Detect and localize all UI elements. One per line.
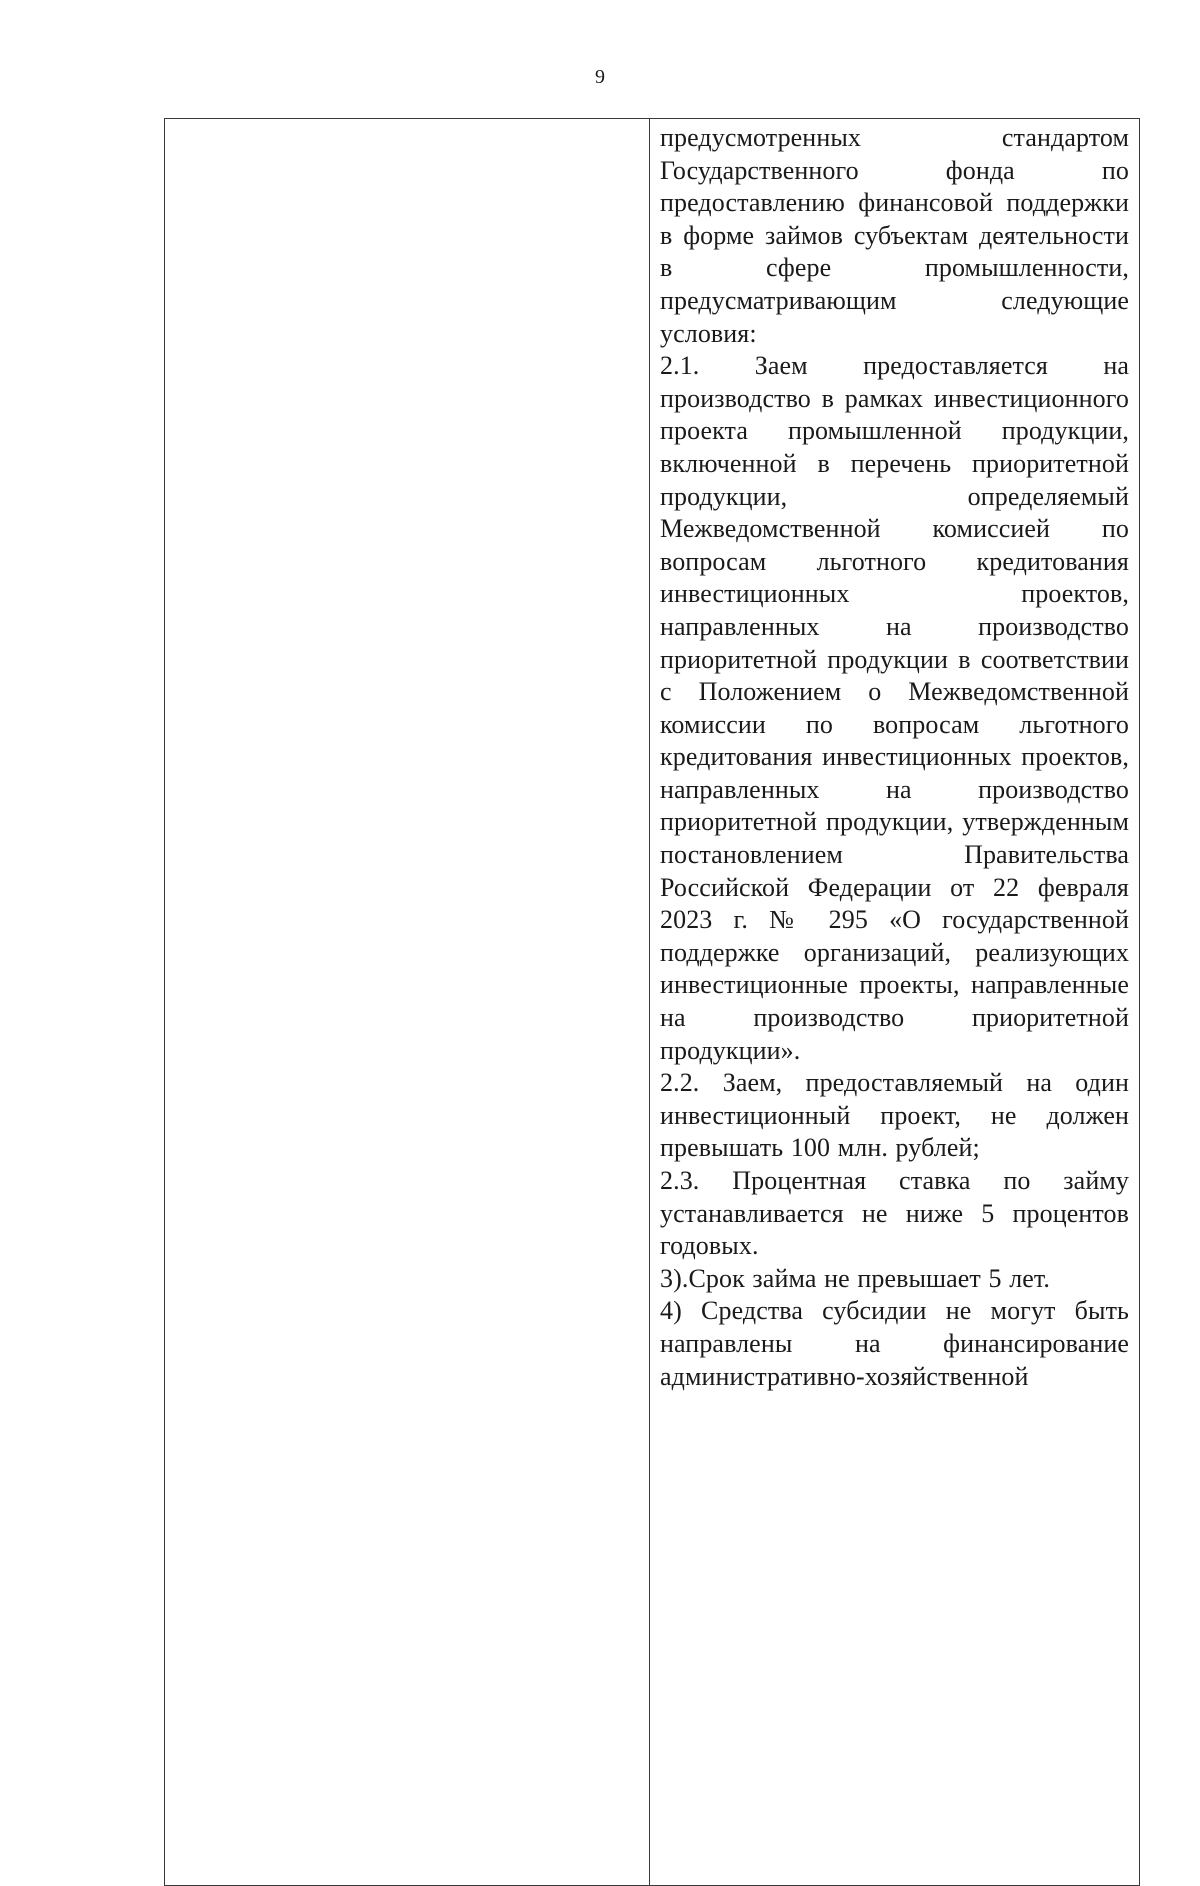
paragraph-intro: предусмотренных стандартом Государственного фонда по предоставлению финансовой поддержки в форме займов субъектам деятельности в сфере промышленности, предусматривающим следующие условия:: [660, 123, 1129, 348]
page-number: 9: [595, 66, 605, 88]
table-right-cell: [650, 119, 1139, 1885]
document-table: [164, 118, 1140, 1886]
paragraph-2-2: 2.2. Заем, предоставляемый на один инвестиционный проект, не должен превышать 100 млн. рублей;: [660, 1068, 1129, 1163]
paragraph-4: 4) Средства субсидии не могут быть направлены на финансирование административно-хозяйственной: [660, 1296, 1129, 1391]
right-cell-text: [650, 119, 1139, 1393]
paragraph-2-3: 2.3. Процентная ставка по займу устанавливается не ниже 5 процентов годовых.: [660, 1166, 1129, 1261]
paragraph-2-1: 2.1. Заем предоставляется на производство в рамках инвестиционного проекта промышленной продукции, включенной в перечень приоритетной продукции, определяемый Межведомственной комиссией по вопросам льготного кредитования инвестиционных проектов, направленных на производство приоритетной продукции в соответствии с Положением о Межведомственной комиссии по вопросам льготного кредитования инвестиционных проектов, направленных на производство приоритетной продукции, утвержденным постановлением Правительства Российской Федерации от 22 февраля 2023 г. № 295 «О государственной поддержке организаций, реализующих инвестиционные проекты, направленные на производство приоритетной продукции».: [660, 351, 1129, 1065]
table-left-cell: [165, 119, 650, 1885]
paragraph-3: 3).Срок займа не превышает 5 лет.: [660, 1263, 1051, 1293]
